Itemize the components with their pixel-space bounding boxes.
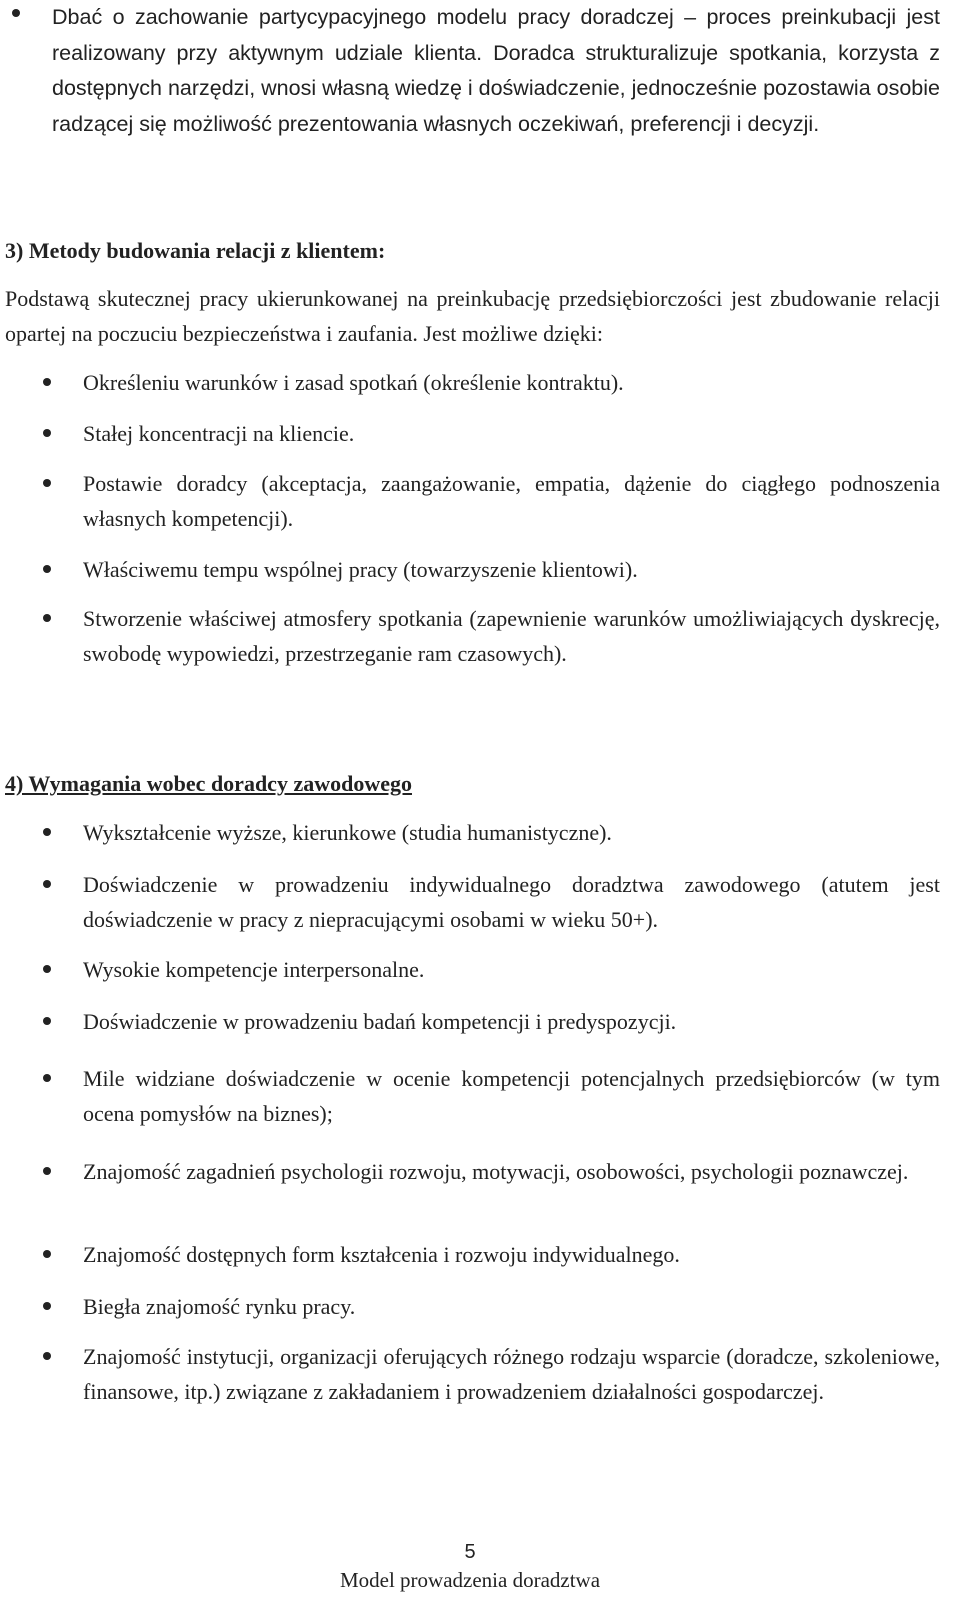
bullet-icon: [43, 1167, 51, 1175]
section-heading: 4) Wymagania wobec doradcy zawodowego: [5, 771, 412, 796]
footer-title: Model prowadzenia doradztwa: [339, 1568, 601, 1592]
bullet-icon: [43, 1250, 51, 1258]
bullet-icon: [12, 9, 20, 17]
bullet-icon: [43, 479, 51, 487]
list-item-text: Określeniu warunków i zasad spotkań (określenie kontraktu).: [83, 370, 624, 395]
bullet-icon: [43, 614, 51, 622]
bullet-icon: [43, 1352, 51, 1360]
bullet-icon: [43, 828, 51, 836]
section-heading: 3) Metody budowania relacji z klientem:: [5, 238, 386, 263]
list-item-text: Dbać o zachowanie partycypacyjnego modelu pracy doradczej – proces preinkubacji jest realizowany przy aktywnym udziale klienta. Doradca strukturalizuje spotkania, korzysta z dostępnych narzędzi, wnosi własną wiedzę i doświadczenie, jednocześnie pozostawia osobie radzącej się możliwość prezentowania własnych oczekiwań, preferencji i decyzji.: [52, 5, 940, 136]
list-item-text: Wykształcenie wyższe, kierunkowe (studia humanistyczne).: [83, 820, 612, 845]
bullet-icon: [43, 1017, 51, 1025]
bullet-icon: [43, 565, 51, 573]
list-item-text: Doświadczenie w prowadzeniu badań kompetencji i predyspozycji.: [83, 1009, 677, 1034]
list-item-text: Biegła znajomość rynku pracy.: [83, 1294, 356, 1319]
list-item-text: Doświadczenie w prowadzeniu indywidualnego doradztwa zawodowego (atutem jest doświadczenie w pracy z niepracującymi osobami w wieku 50+).: [83, 872, 940, 932]
list-item-text: Stałej koncentracji na kliencie.: [83, 421, 355, 446]
list-item-text: Postawie doradcy (akceptacja, zaangażowanie, empatia, dążenie do ciągłego podnoszenia własnych kompetencji).: [83, 471, 940, 531]
list-item-text: Znajomość dostępnych form kształcenia i rozwoju indywidualnego.: [83, 1242, 680, 1267]
list-item-text: Właściwemu tempu wspólnej pracy (towarzyszenie klientowi).: [83, 557, 638, 582]
list-item-text: Stworzenie właściwej atmosfery spotkania (zapewnienie warunków umożliwiających dyskrecję, swobodę wypowiedzi, przestrzeganie ram czasowych).: [83, 606, 940, 666]
bullet-icon: [43, 378, 51, 386]
bullet-icon: [43, 1074, 51, 1082]
bullet-icon: [43, 880, 51, 888]
bullet-icon: [43, 965, 51, 973]
bullet-icon: [43, 429, 51, 437]
bullet-icon: [43, 1302, 51, 1310]
list-item-text: Znajomość zagadnień psychologii rozwoju, motywacji, osobowości, psychologii poznawczej.: [83, 1159, 909, 1184]
list-item-text: Znajomość instytucji, organizacji oferujących różnego rodzaju wsparcie (doradcze, szkoleniowe, finansowe, itp.) związane z zakładaniem i prowadzeniem działalności gospodarczej.: [83, 1344, 940, 1404]
list-item-text: Mile widziane doświadczenie w ocenie kompetencji potencjalnych przedsiębiorców (w tym ocena pomysłów na biznes);: [83, 1066, 940, 1126]
list-item-text: Wysokie kompetencje interpersonalne.: [83, 957, 425, 982]
section-intro: Podstawą skutecznej pracy ukierunkowanej na preinkubację przedsiębiorczości jest zbudowanie relacji opartej na poczuciu bezpieczeństwa i zaufania. Jest możliwe dzięki:: [5, 286, 940, 346]
page-number: 5: [464, 1541, 476, 1563]
